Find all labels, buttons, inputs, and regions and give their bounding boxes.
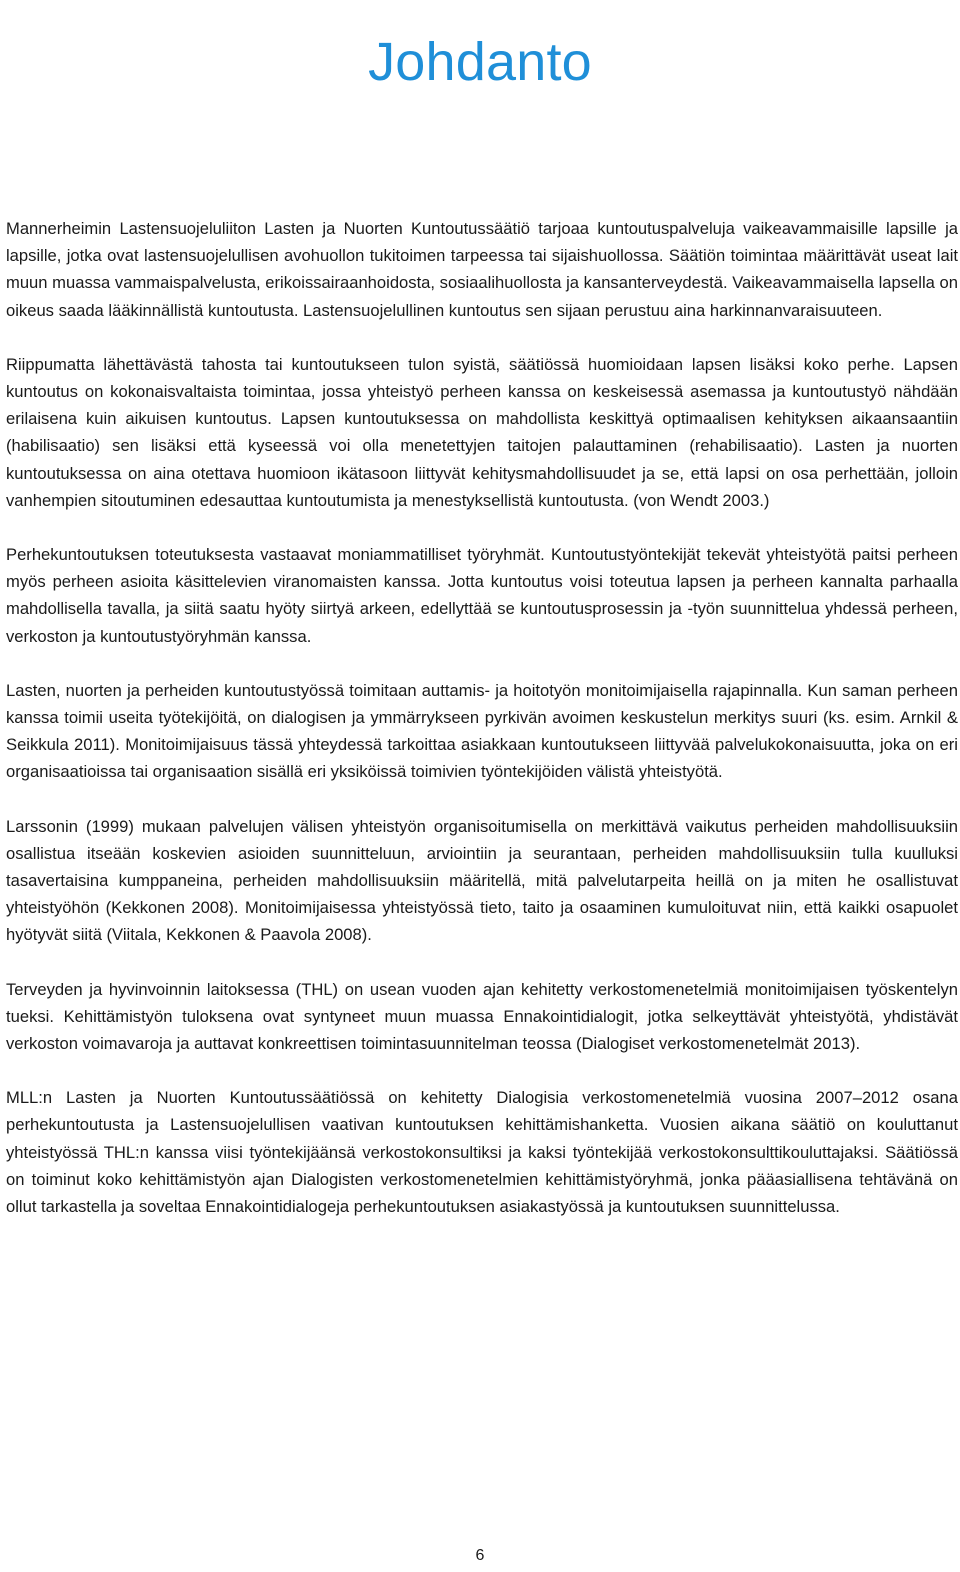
paragraph-work-groups: Perhekuntoutuksen toteutuksesta vastaavat moniammatilliset työryhmät. Kuntoutustyöntekijät tekevät yhteistyötä paitsi perheen myös perheen asioita käsittelevien viranomaisten kanssa. Jotta kuntoutus voisi toteutua lapsen ja perheen kannalta parhaalla mahdollisella tavalla, ja siitä saatu hyöty siirtyä arkeen, edellyttää se kuntoutusprosessin ja -työn suunnittelua yhdessä perheen, verkoston ja kuntoutustyöryhmän kanssa. — [6, 545, 958, 646]
paragraph-multiagency: Lasten, nuorten ja perheiden kuntoutustyössä toimitaan auttamis- ja hoitotyön monitoimijaisella rajapinnalla. Kun saman perheen kanssa toimii useita työtekijöitä, on dialogisen ja ymmärrykseen pyrkivän avoimen keskustelun merkitys suuri (ks. esim. Arnkil & Seikkula 2011). Monitoimijaisuus tässä yhteydessä tarkoittaa asiakkaan kuntoutukseen liittyvää palvelukokonaisuutta, joka on eri organisaatioissa tai organisaation sisällä eri yksiköissä toimivien työntekijöiden välistä yhteistyötä. — [6, 680, 958, 782]
paragraph-thl: Terveyden ja hyvinvoinnin laitoksessa (THL) on usean vuoden ajan kehitetty verkostomenetelmiä monitoimijaisen työskentelyn tueksi. Kehittämistyön tuloksena ovat syntyneet muun muassa Ennakointidialogit, jotka selkeyttävät yhteistyötä, yhdistävät verkoston voimavaroja ja auttavat konkreettisen toimintasuunnitelman teossa (Dialogiset verkostomenetelmät 2013). — [6, 979, 958, 1054]
paragraph-larsson: Larssonin (1999) mukaan palvelujen välisen yhteistyön organisoitumisella on merkittävä vaikutus perheiden mahdollisuuksiin osallistua itseään koskevien asioiden suunnitteluun, arviointiin ja seurantaan, perheiden mahdollisuuksiin tulla kuulluksi tasavertaisina kumppaneina, perheiden mahdollisuuksiin määritellä, mitä palvelutarpeita heillä on ja miten he osallistuvat yhteistyöhön (Kekkonen 2008). Monitoimijaisessa yhteistyössä tieto, taito ja osaaminen kumuloituvat niin, että kaikki osapuolet hyötyvät siitä (Viitala, Kekkonen & Paavola 2008). — [6, 816, 958, 945]
paragraph-mll: MLL:n Lasten ja Nuorten Kuntoutussäätiössä on kehitetty Dialogisia verkostomenetelmiä vuosina 2007–2012 osana perhekuntoutusta ja Lastensuojelullisen vaativan kuntoutuksen kehittämishanketta. Vuosien aikana säätiö on kouluttanut yhteistyössä THL:n kanssa viisi työntekijäänsä verkostokonsultiksi ja kaksi työntekijää verkostokonsulttikouluttajaksi. Säätiössä on toiminut koko kehittämistyön ajan Dialogisten verkostomenetelmien kehittämistyöryhmä, jonka pääasiallisena tehtävänä on ollut tarkastella ja soveltaa Ennakointidialogeja perhekuntoutuksen asiakastyössä ja kuntoutuksen suunnittelussa. — [6, 1088, 958, 1217]
body-text — [6, 215, 958, 1247]
paragraph-intro: Mannerheimin Lastensuojeluliiton Lasten ja Nuorten Kuntoutussäätiö tarjoaa kuntoutuspalveluja vaikeavammaisille lapsille ja lapsille, jotka ovat lastensuojelullisen avohuollon tukitoimen tarpeessa tai sijaishuollossa. Säätiön toimintaa määrittävät useat lait muun muassa vammaispalvelusta, erikoissairaanhoidosta, sosiaalihuollosta ja kansanterveydestä. Vaikeavammaisella lapsella on oikeus saada lääkinnällistä kuntoutusta. Lastensuojelullinen kuntoutus sen sijaan perustuu aina harkinnanvaraisuuteen. — [6, 219, 958, 320]
paragraph-family-focus: Riippumatta lähettävästä tahosta tai kuntoutukseen tulon syistä, säätiössä huomioidaan lapsen lisäksi koko perhe. Lapsen kuntoutus on kokonaisvaltaista toimintaa, jossa yhteistyö perheen kanssa on keskeisessä asemassa ja kuntoutustyö nähdään erilaisena kuin aikuisen kuntoutus. Lapsen kuntoutuksessa on mahdollista keskittyä optimaalisen kehityksen aikaansaantiin (habilisaatio) sen lisäksi että kyseessä voi olla menetettyjen taitojen palauttaminen (rehabilisaatio). Lasten ja nuorten kuntoutuksessa on aina otettava huomioon ikätasoon liittyvät kehitysmahdollisuudet ja se, että lapsi on osa perhettään, jolloin vanhempien sitoutuminen edesauttaa kuntoutumista ja menestyksellistä kuntoutusta. (von Wendt 2003.) — [6, 354, 958, 510]
page-number: 6 — [475, 1547, 485, 1564]
page-title: Johdanto — [368, 32, 592, 93]
